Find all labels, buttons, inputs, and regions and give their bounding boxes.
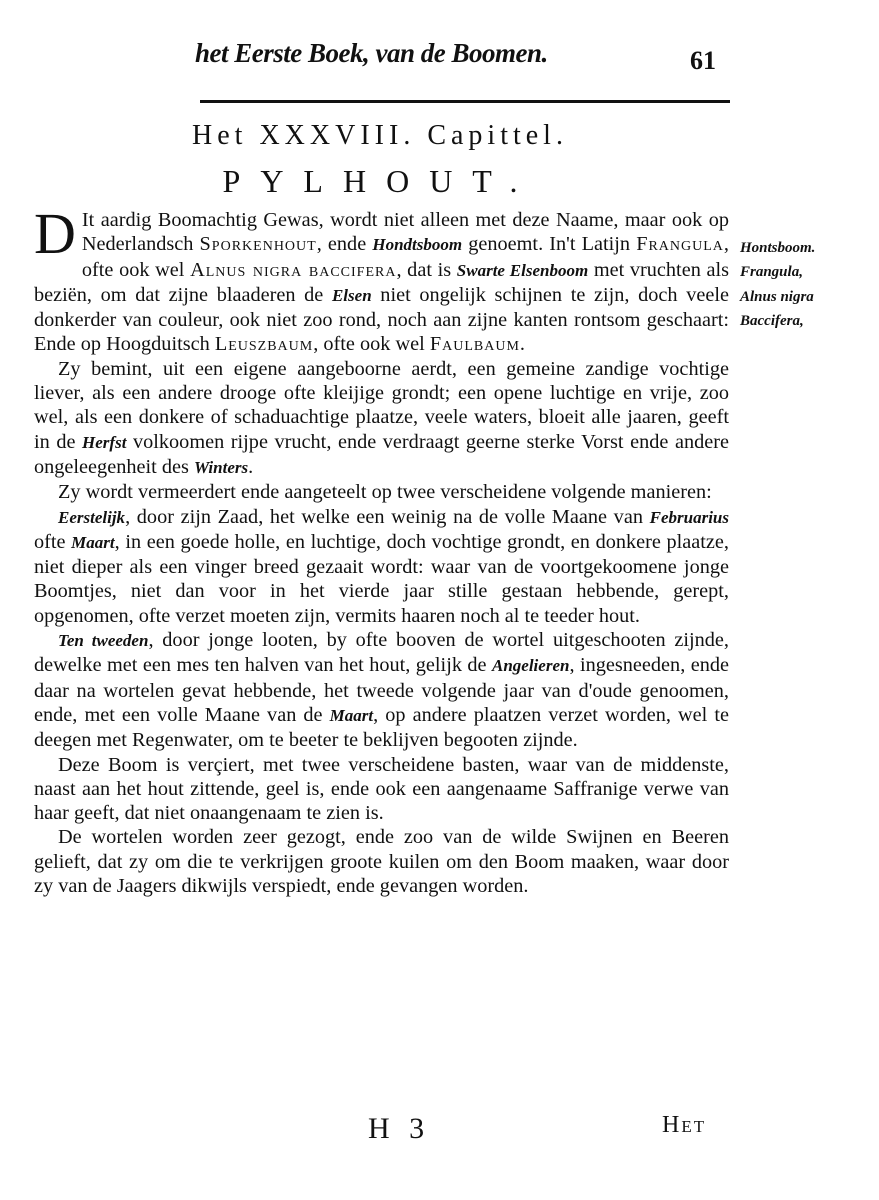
chapter-title: Het XXXVIII. Capittel.	[192, 120, 568, 151]
text-run: niet ongelijk schijnen te zijn, doch veele donkerder van couleur, ook niet zoo rond, noch aan zijne kanten rontsom geschaart: Ende op Hoogduitsch	[34, 283, 729, 356]
text-run: It aardig Boomachtig Gewas, wordt niet alleen met deze Naame, maar ook op Nederlandsch	[81, 209, 729, 256]
small-caps-term: Alnus nigra baccifera	[190, 258, 397, 281]
text-run: , door zijn Zaad, het welke een weinig na de volle Maane van	[125, 505, 650, 528]
paragraph-7: De wortelen worden zeer gezogt, ende zoo van de wilde Swijnen en Beeren gelieft, dat zy om die te verkrijgen groote kuilen om den Boom maaken, waar door zy van de Jaagers dikwijls verspiedt, ende gevangen worden.	[34, 826, 729, 898]
header-rule	[200, 100, 730, 103]
paragraph-6: Deze Boom is verçiert, met twee verscheidene basten, waar van de middenste, naast aan het hout zittende, geel is, ende ook een aangenaame Saffranige verwe van haar geeft, dat niet onaangenaam te zien is.	[34, 753, 729, 825]
catchword: Het	[662, 1112, 707, 1138]
small-caps-term: Faulbaum	[429, 333, 520, 356]
paragraph-5	[34, 628, 729, 752]
text-run: Zy bemint, uit een eigene aangeboorne aerdt, een gemeine zandige vochtige liever, als een andere drooge ofte kleijige grondt; een opene luchtige en vrije, zoo wel, als een donkere of schaduachtige plaatze, veele waters, bloeit alle jaaren, geeft in de	[34, 357, 729, 453]
drop-cap: D	[34, 201, 76, 266]
paragraph-4	[34, 505, 729, 628]
italic-term: Winters	[193, 457, 249, 477]
margin-note: Hontsboom.	[740, 240, 816, 256]
page-number: 61	[690, 46, 716, 75]
text-run: , ofte ook wel	[81, 233, 729, 281]
text-run: , door jonge looten, by ofte booven de wortel uitgeschooten zijnde, dewelke met een mes ten halven van het hout, gelijk de	[34, 629, 729, 677]
italic-term: Angelieren	[492, 656, 570, 676]
italic-term: Hondtsboom	[372, 235, 463, 255]
small-caps-term: Sporkenhout	[199, 233, 317, 256]
running-head: het Eerste Boek, van de Boomen.	[195, 38, 548, 68]
italic-term: Herfst	[82, 432, 127, 452]
text-run: .	[519, 333, 525, 356]
paragraph-3: Zy wordt vermeerdert ende aangeteelt op twee verscheidene volgende manieren:	[58, 481, 712, 504]
text-run: , dat is	[396, 258, 457, 281]
margin-note: Baccifera,	[740, 312, 804, 329]
chapter-subtitle: PYLHOUT.	[222, 163, 538, 199]
italic-term: Maart	[329, 705, 374, 725]
italic-term: Maart	[71, 532, 115, 552]
text-run: , ofte ook wel	[313, 333, 430, 356]
text-run: .	[248, 455, 254, 478]
body-text	[34, 201, 730, 898]
text-run: genoemt. In't Latijn	[462, 233, 637, 256]
text-run: volkoomen rijpe vrucht, ende verdraagt geerne sterke Vorst ende andere ongeleegenheit des	[34, 430, 729, 478]
text-run: , in een goede holle, en luchtige, doch vochtige grondt, en donkere plaatze, niet dieper als een vinger breed gezaait wordt: waar van de voortgekoomene jonge Boomtjes, niet dan voor in het vierde jaar stille gestaan hebbende, gerept, opgenomen, ofte verzet moeten zijn, vermits haaren noch al te teeder hout.	[34, 530, 730, 627]
margin-notes	[740, 236, 875, 333]
italic-term: Ten tweeden	[58, 631, 149, 651]
italic-term: Swarte Elsenboom	[456, 260, 589, 280]
text-run: , ende	[316, 233, 373, 256]
paragraph-1	[34, 201, 730, 357]
italic-term: Elsen	[331, 285, 372, 305]
text-run: ofte	[34, 530, 72, 553]
signature-mark: H 3	[368, 1112, 431, 1145]
margin-note: Alnus nigra	[740, 288, 814, 305]
text-run: , ingesneeden, ende daar na wortelen gevat hebbende, het tweede volgende jaar van d'oude genoomen, ende, met een volle Maane van de	[34, 654, 729, 726]
italic-term: Eerstelijk	[58, 507, 126, 527]
small-caps-term: Frangula	[636, 233, 724, 256]
text-run: met vruchten als beziën, om dat zijne blaaderen de	[34, 258, 730, 306]
small-caps-term: Leuszbaum	[214, 333, 314, 356]
margin-note: Frangula,	[740, 264, 803, 281]
paragraph-2	[34, 357, 729, 480]
italic-term: Februarius	[649, 507, 729, 527]
text-run: , op andere plaatzen verzet worden, wel te deegen met Regenwater, om te beeter te beklijven begooten zijnde.	[34, 703, 730, 752]
